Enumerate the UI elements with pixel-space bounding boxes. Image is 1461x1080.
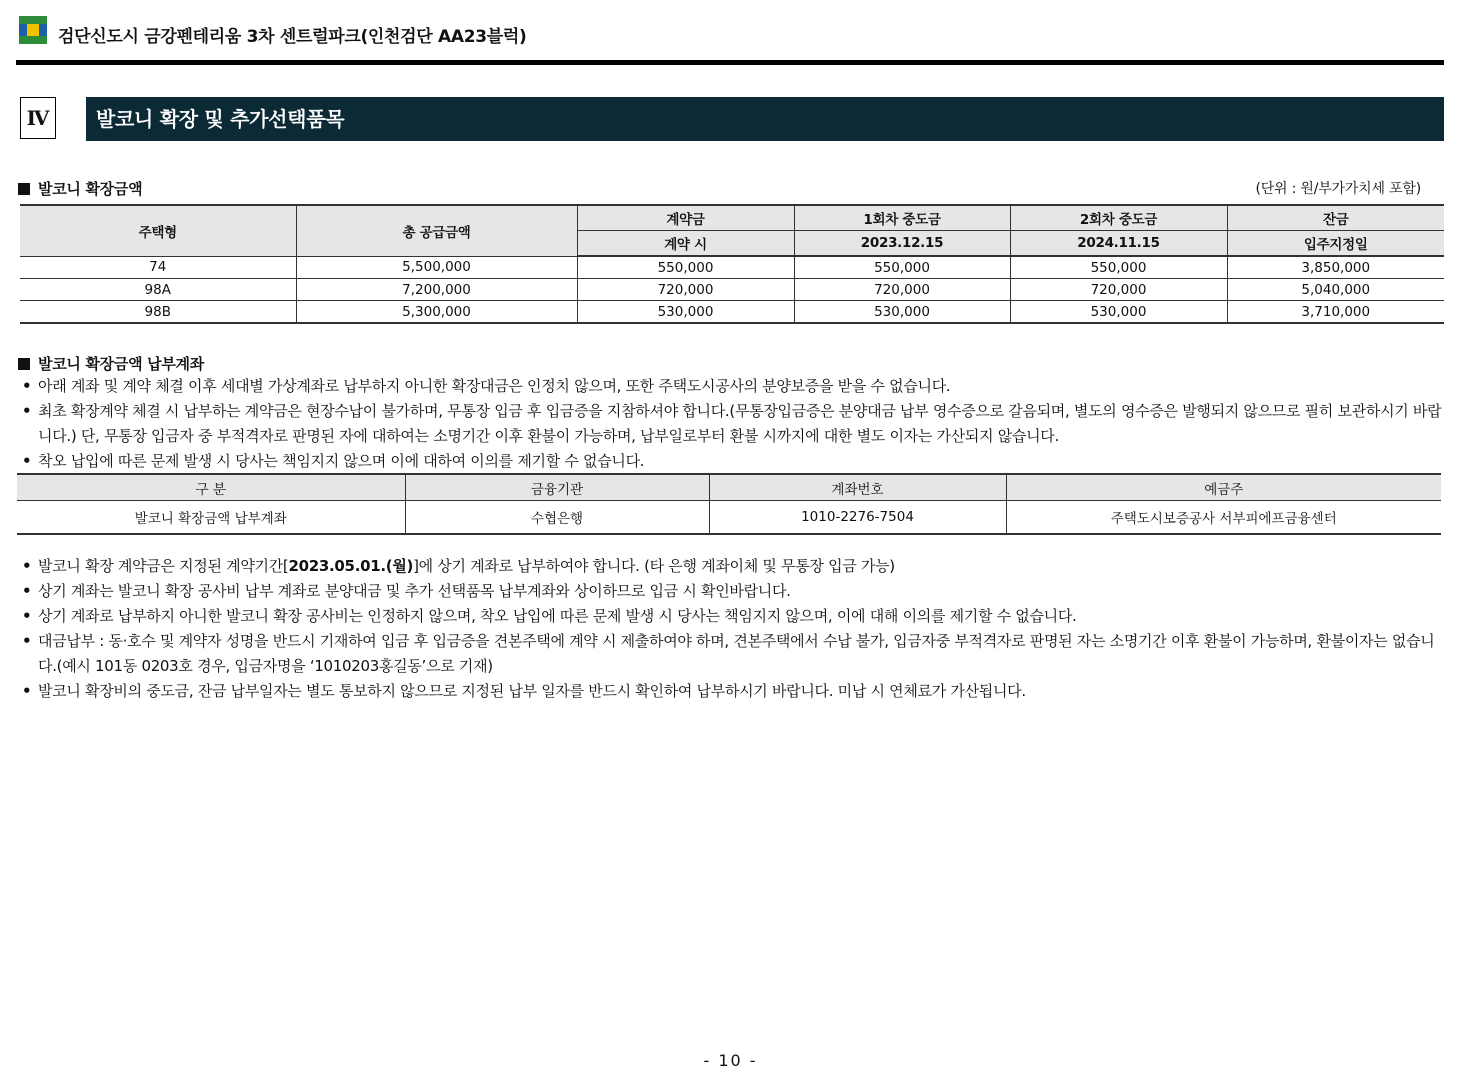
cell-bank: 수협은행	[405, 501, 709, 535]
note-item: • 발코니 확장비의 중도금, 잔금 납부일자는 별도 통보하지 않으므로 지정된 납부 일자를 반드시 확인하여 납부하시기 바랍니다. 미납 시 연체료가 가산됩니다.	[22, 679, 1442, 704]
cell-deposit: 550,000	[577, 256, 794, 279]
cell-account-number: 1010-2276-7504	[709, 501, 1006, 535]
bullet-icon: •	[22, 632, 32, 650]
col-subheader-mid1: 2023.12.15	[794, 231, 1010, 257]
note-item: • 상기 계좌로 납부하지 아니한 발코니 확장 공사비는 인정하지 않으며, 착오 납입에 따른 문제 발생 시 당사는 책임지지 않으며, 이에 대해 이의를 제기할 수 없습니다.	[22, 604, 1442, 629]
col-header-account-number: 계좌번호	[709, 474, 1006, 501]
col-subheader-deposit: 계약 시	[577, 231, 794, 257]
payment-notes	[22, 374, 1442, 474]
section-title: 발코니 확장 및 추가선택품목	[86, 97, 1444, 141]
note-item: • 대금납부 : 동·호수 및 계약자 성명을 반드시 기재하여 입금 후 입금증을 견본주택에 계약 시 제출하여야 하며, 견본주택에서 수납 불가, 입금자중 부적격자로 판명된 자는 소명기간 이후 환불이 가능하며, 환불이자는 없습니다.(예시 101동 0203호 경우, 입금자명을 ‘1010203홍길동’으로 기재)	[22, 629, 1442, 679]
cell-type: 74	[20, 256, 296, 279]
cell-total: 7,200,000	[296, 279, 577, 301]
table-row	[20, 301, 1444, 324]
col-header-deposit: 계약금	[577, 205, 794, 231]
cell-category: 발코니 확장금액 납부계좌	[17, 501, 405, 535]
bullet-icon: •	[22, 582, 32, 600]
col-header-category: 구 분	[17, 474, 405, 501]
cell-mid2: 530,000	[1010, 301, 1227, 324]
col-header-type: 주택형	[20, 205, 296, 256]
cell-total: 5,300,000	[296, 301, 577, 324]
note-item: • 발코니 확장 계약금은 지정된 계약기간[2023.05.01.(월)]에 상기 계좌로 납부하여야 합니다. (타 은행 계좌이체 및 무통장 입금 가능)	[22, 554, 1442, 579]
contract-date: 2023.05.01.(월)	[288, 557, 414, 575]
cell-mid1: 720,000	[794, 279, 1010, 301]
note-item: • 아래 계좌 및 계약 체결 이후 세대별 가상계좌로 납부하지 아니한 확장대금은 인정치 않으며, 또한 주택도시공사의 분양보증을 받을 수 없습니다.	[22, 374, 1442, 399]
bullet-icon: •	[22, 557, 32, 575]
bullet-icon: •	[22, 607, 32, 625]
cell-total: 5,500,000	[296, 256, 577, 279]
col-header-mid2: 2회차 중도금	[1010, 205, 1227, 231]
cell-mid2: 720,000	[1010, 279, 1227, 301]
table-row	[17, 501, 1441, 535]
bullet-icon: •	[22, 402, 32, 420]
col-header-account-holder: 예금주	[1006, 474, 1441, 501]
section-number: Ⅳ	[20, 97, 56, 139]
cell-balance: 3,710,000	[1227, 301, 1444, 324]
col-header-mid1: 1회차 중도금	[794, 205, 1010, 231]
logo-icon	[19, 16, 47, 44]
cell-deposit: 530,000	[577, 301, 794, 324]
cell-balance: 3,850,000	[1227, 256, 1444, 279]
col-header-total: 총 공급금액	[296, 205, 577, 256]
unit-note: (단위 : 원/부가가치세 포함)	[1255, 181, 1421, 197]
note-item: • 최초 확장계약 체결 시 납부하는 계약금은 현장수납이 불가하며, 무통장 입금 후 입금증을 지참하셔야 합니다.(무통장입금증은 분양대금 납부 영수증으로 갈음되며, 별도의 영수증은 발행되지 않으므로 필히 보관하시기 바랍니다.) 단, 무통장 입금자 중 부적격자로 판명된 자에 대하여는 소명기간 이후 환불이 가능하며, 납부일로부터 환불 시까지에 대한 별도 이자는 가산되지 않습니다.	[22, 399, 1442, 449]
page-header	[16, 14, 1444, 65]
cell-deposit: 720,000	[577, 279, 794, 301]
additional-notes	[22, 554, 1442, 704]
payment-account-table	[17, 473, 1441, 535]
cell-type: 98B	[20, 301, 296, 324]
cell-account-holder: 주택도시보증공사 서부피에프금융센터	[1006, 501, 1441, 535]
payment-account-heading: 발코니 확장금액 납부계좌	[18, 353, 204, 374]
cell-balance: 5,040,000	[1227, 279, 1444, 301]
bullet-icon: •	[22, 682, 32, 700]
note-item: • 착오 납입에 따른 문제 발생 시 당사는 책임지지 않으며 이에 대하여 이의를 제기할 수 없습니다.	[22, 449, 1442, 474]
col-subheader-balance: 입주지정일	[1227, 231, 1444, 257]
cell-mid1: 530,000	[794, 301, 1010, 324]
cell-mid2: 550,000	[1010, 256, 1227, 279]
cell-type: 98A	[20, 279, 296, 301]
note-item: • 상기 계좌는 발코니 확장 공사비 납부 계좌로 분양대금 및 추가 선택품목 납부계좌와 상이하므로 입금 시 확인바랍니다.	[22, 579, 1442, 604]
table-row	[20, 256, 1444, 279]
page-number: - 10 -	[703, 1051, 758, 1070]
balcony-price-table	[20, 204, 1444, 324]
square-bullet-icon	[18, 183, 30, 195]
square-bullet-icon	[18, 358, 30, 370]
cell-mid1: 550,000	[794, 256, 1010, 279]
col-header-balance: 잔금	[1227, 205, 1444, 231]
bullet-icon: •	[22, 452, 32, 470]
bullet-icon: •	[22, 377, 32, 395]
col-subheader-mid2: 2024.11.15	[1010, 231, 1227, 257]
balcony-price-heading: 발코니 확장금액	[18, 178, 142, 199]
document-title: 검단신도시 금강펜테리움 3차 센트럴파크(인천검단 AA23블럭)	[58, 27, 527, 47]
table-row	[20, 279, 1444, 301]
col-header-bank: 금융기관	[405, 474, 709, 501]
